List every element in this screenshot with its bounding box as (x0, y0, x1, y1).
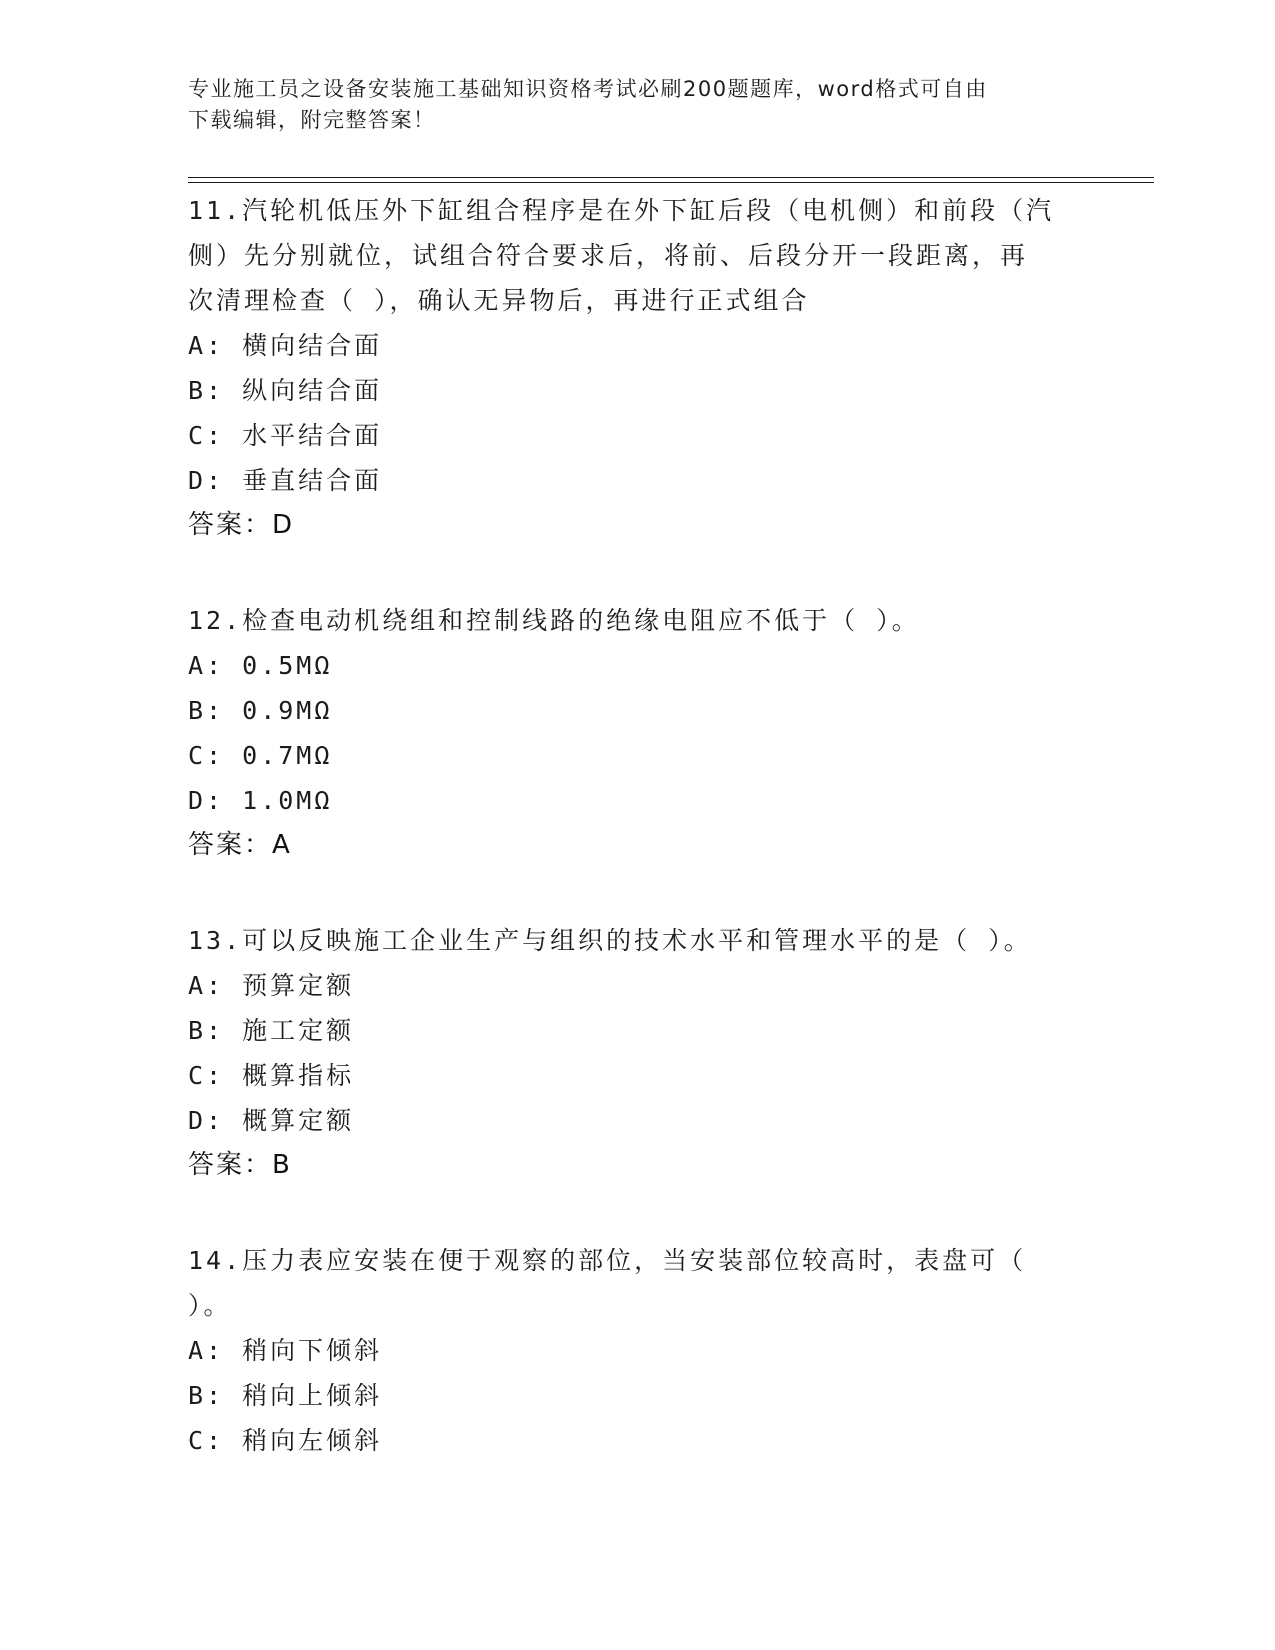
question-text-line: 侧）先分别就位，试组合符合要求后，将前、后段分开一段距离，再 (188, 241, 1029, 270)
answer-line: 答案：D (188, 510, 295, 540)
option-d: D: 1.0MΩ (188, 786, 333, 815)
option-a: A: 预算定额 (188, 971, 355, 1000)
header-divider-top (188, 177, 1154, 178)
question-11 (188, 188, 1088, 548)
answer-line: 答案：A (188, 830, 292, 860)
question-13 (188, 918, 1088, 1188)
header-line-2: 下载编辑，附完整答案！ (188, 108, 436, 132)
answer-line: 答案：B (188, 1150, 292, 1180)
option-c: C: 0.7MΩ (188, 741, 333, 770)
question-text-line: 次清理检查（ ），确认无异物后，再进行正式组合 (188, 286, 810, 315)
question-text-line: 13.可以反映施工企业生产与组织的技术水平和管理水平的是（ ）。 (188, 926, 1032, 955)
question-14 (188, 1238, 1088, 1463)
document-header (188, 74, 1088, 136)
question-text-line: ）。 (188, 1291, 232, 1320)
question-text-line: 14.压力表应安装在便于观察的部位，当安装部位较高时，表盘可（ (188, 1246, 1027, 1275)
option-d: D: 垂直结合面 (188, 466, 383, 495)
option-d: D: 概算定额 (188, 1106, 355, 1135)
header-line-1: 专业施工员之设备安装施工基础知识资格考试必刷200题题库，word格式可自由 (188, 77, 988, 101)
header-divider-bottom (188, 182, 1154, 183)
option-a: A: 稍向下倾斜 (188, 1336, 383, 1365)
option-c: C: 稍向左倾斜 (188, 1426, 383, 1455)
option-b: B: 纵向结合面 (188, 376, 383, 405)
question-12 (188, 598, 1088, 868)
question-text-line: 11.汽轮机低压外下缸组合程序是在外下缸后段（电机侧）和前段（汽 (188, 196, 1055, 225)
option-c: C: 水平结合面 (188, 421, 383, 450)
question-text-line: 12.检查电动机绕组和控制线路的绝缘电阻应不低于（ ）。 (188, 606, 920, 635)
option-b: B: 施工定额 (188, 1016, 355, 1045)
option-a: A: 0.5MΩ (188, 651, 333, 680)
option-b: B: 0.9MΩ (188, 696, 333, 725)
option-a: A: 横向结合面 (188, 331, 383, 360)
option-b: B: 稍向上倾斜 (188, 1381, 383, 1410)
option-c: C: 概算指标 (188, 1061, 355, 1090)
